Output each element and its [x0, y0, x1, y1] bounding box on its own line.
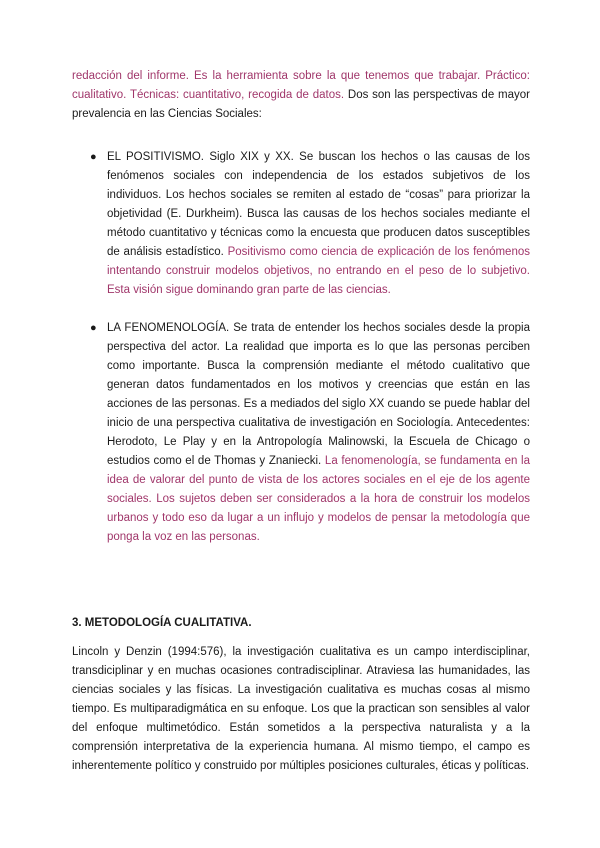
bullet-item-fenomenologia: [107, 319, 530, 547]
bullet-positivismo-text: EL POSITIVISMO. Siglo XIX y XX. Se buscan los hechos o las causas de los fenómenos sociales con independencia de los estados subjetivos de los individuos. Los hechos sociales se remiten al estado de “cosas” para priorizar la objetividad (E. Durkheim). Busca las causas de los hechos sociales mediante el método cuantitativo y técnicas como la encuesta que producen datos susceptibles de análisis estadístico.: [107, 151, 530, 258]
bullet-marker-positivismo: ●: [90, 151, 97, 163]
intro-text: Dos son las perspectivas de mayor prevalencia en las Ciencias Sociales:: [72, 89, 530, 120]
intro-paragraph: [72, 67, 530, 124]
bullet-marker-fenomenologia: ●: [90, 322, 97, 334]
section-heading: 3. METODOLOGÍA CUALITATIVA.: [72, 616, 252, 629]
bullet-positivismo-highlight: Positivismo como ciencia de explicación de los fenómenos intentando construir modelos objetivos, no entrando en el peso de lo subjetivo. Esta visión sigue dominando gran parte de las ciencias.: [107, 246, 530, 296]
intro-highlight-text: redacción del informe. Es la herramienta sobre la que tenemos que trabajar. Práctico: cualitativo. Técnicas: cuantitativo, recogida de datos.: [72, 70, 530, 101]
bullet-fenomenologia-highlight: La fenomenología, se fundamenta en la idea de valorar del punto de vista de los actores sociales en el eje de los agente sociales. Los sujetos deben ser considerados a la hora de construir los modelos urbanos y todo eso da lugar a un influjo y modelos de pensar la metodología que ponga la voz en las personas.: [107, 455, 530, 543]
bullet-item-positivismo: [107, 148, 530, 300]
bullet-fenomenologia-text: LA FENOMENOLOGÍA. Se trata de entender los hechos sociales desde la propia perspectiva del actor. La realidad que importa es lo que las personas perciben como importante. Busca la comprensión mediante el método cualitativo que generan datos fundamentados en los motivos y creencias que están en las acciones de las personas. Es a mediados del siglo XX cuando se puede hablar del inicio de una perspectiva cualitativa de investigación en Sociología. Antecedentes: Herodoto, Le Play y en la Antropología Malinowski, la Escuela de Chicago o estudios como el de Thomas y Znaniecki.: [107, 322, 530, 467]
section-body-paragraph: Lincoln y Denzin (1994:576), la investigación cualitativa es un campo interdisciplinar, transdiciplinar y en muchas ocasiones contradisciplinar. Atraviesa las humanidades, las ciencias sociales y las físicas. La investigación cualitativa es muchas cosas al mismo tiempo. Es multiparadigmática en su enfoque. Los que la practican son sensibles al valor del enfoque multimetódico. Están sometidos a la perspectiva naturalista y a la comprensión interpretativa de la experiencia humana. Al mismo tiempo, el campo es inherentemente político y construido por múltiples posiciones culturales, éticas y políticas.: [72, 646, 530, 772]
